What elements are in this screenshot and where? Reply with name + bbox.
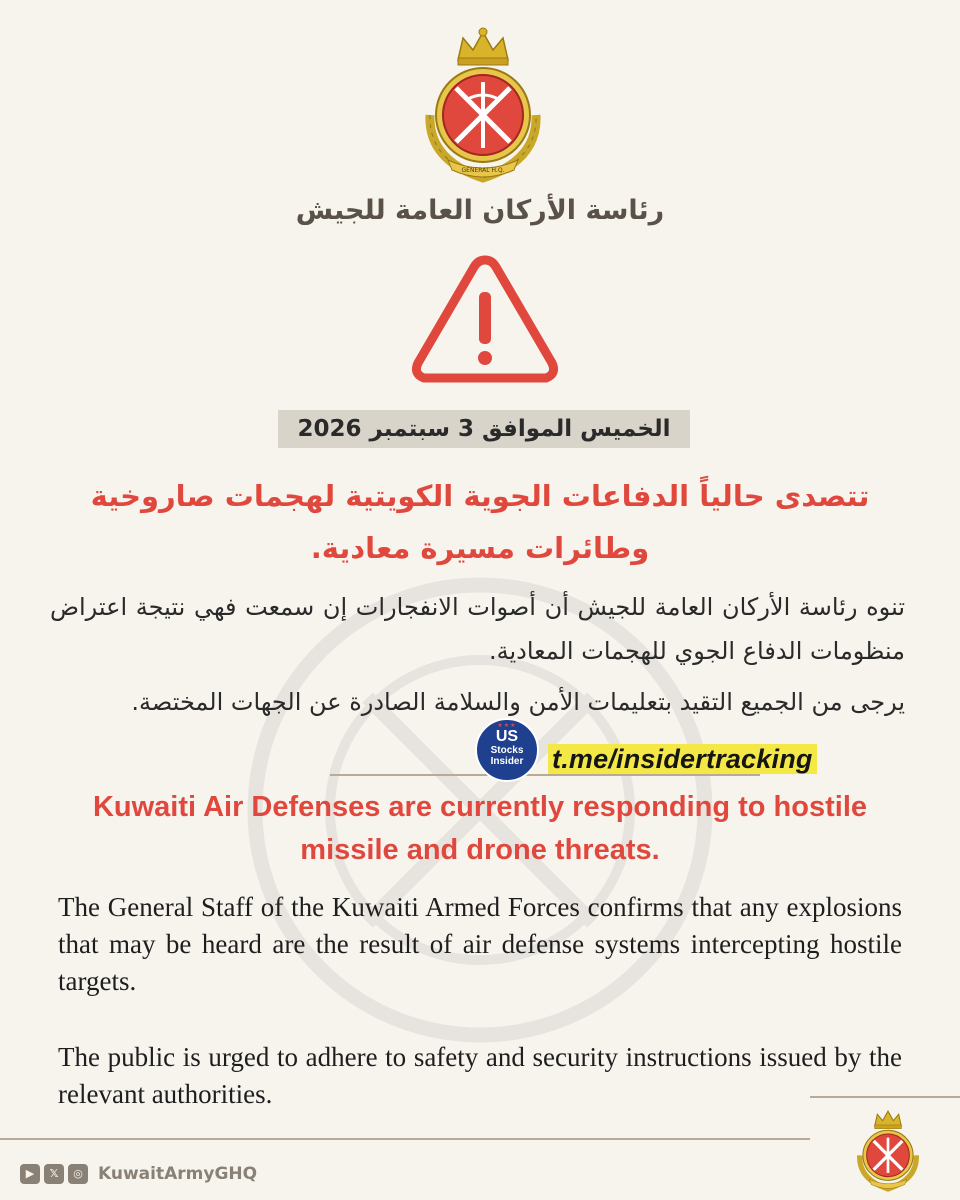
social-handle[interactable]: KuwaitArmyGHQ	[98, 1164, 258, 1184]
english-paragraph-1: The General Staff of the Kuwaiti Armed Forces confirms that any explosions that may be heard are the result of air defense systems intercepting hostile targets.	[58, 892, 902, 996]
warning-triangle-icon	[410, 250, 560, 390]
arabic-paragraph-1: تنوه رئاسة الأركان العامة للجيش أن أصوات الانفجارات إن سمعت فهي نتيجة اعتراض منظومات الدفاع الجوي للهجمات المعادية.	[50, 593, 905, 665]
org-title: رئاسة الأركان العامة للجيش	[295, 195, 665, 226]
emblem-caption-en: GENERAL H.Q.	[461, 167, 505, 174]
section-divider	[330, 774, 760, 776]
footer-divider-right	[810, 1096, 960, 1098]
arabic-headline: تتصدى حالياً الدفاعات الجوية الكويتية لهجمات صاروخية وطائرات مسيرة معادية.	[90, 479, 870, 565]
instagram-icon[interactable]: ◎	[68, 1164, 88, 1184]
badge-stars-icon: ★★★	[497, 723, 517, 729]
army-emblem-icon	[408, 20, 558, 190]
army-emblem-small-icon	[848, 1104, 928, 1196]
youtube-icon[interactable]: ▶	[20, 1164, 40, 1184]
footer-divider	[0, 1138, 810, 1140]
english-headline: Kuwaiti Air Defenses are currently responding to hostile missile and drone threats.	[92, 791, 868, 866]
date-badge: الخميس الموافق 3 سبتمبر 2026	[278, 410, 690, 448]
english-paragraph-2: The public is urged to adhere to safety and security instructions issued by the relevant authorities.	[58, 1042, 902, 1109]
stocks-insider-badge: ★★★ US Stocks Insider	[475, 718, 539, 782]
arabic-paragraph-2: يرجى من الجميع التقيد بتعليمات الأمن والسلامة الصادرة عن الجهات المختصة.	[131, 688, 905, 716]
telegram-link[interactable]: t.me/insidertracking	[548, 744, 817, 774]
x-icon[interactable]: 𝕏	[44, 1164, 64, 1184]
social-links	[20, 1162, 257, 1186]
